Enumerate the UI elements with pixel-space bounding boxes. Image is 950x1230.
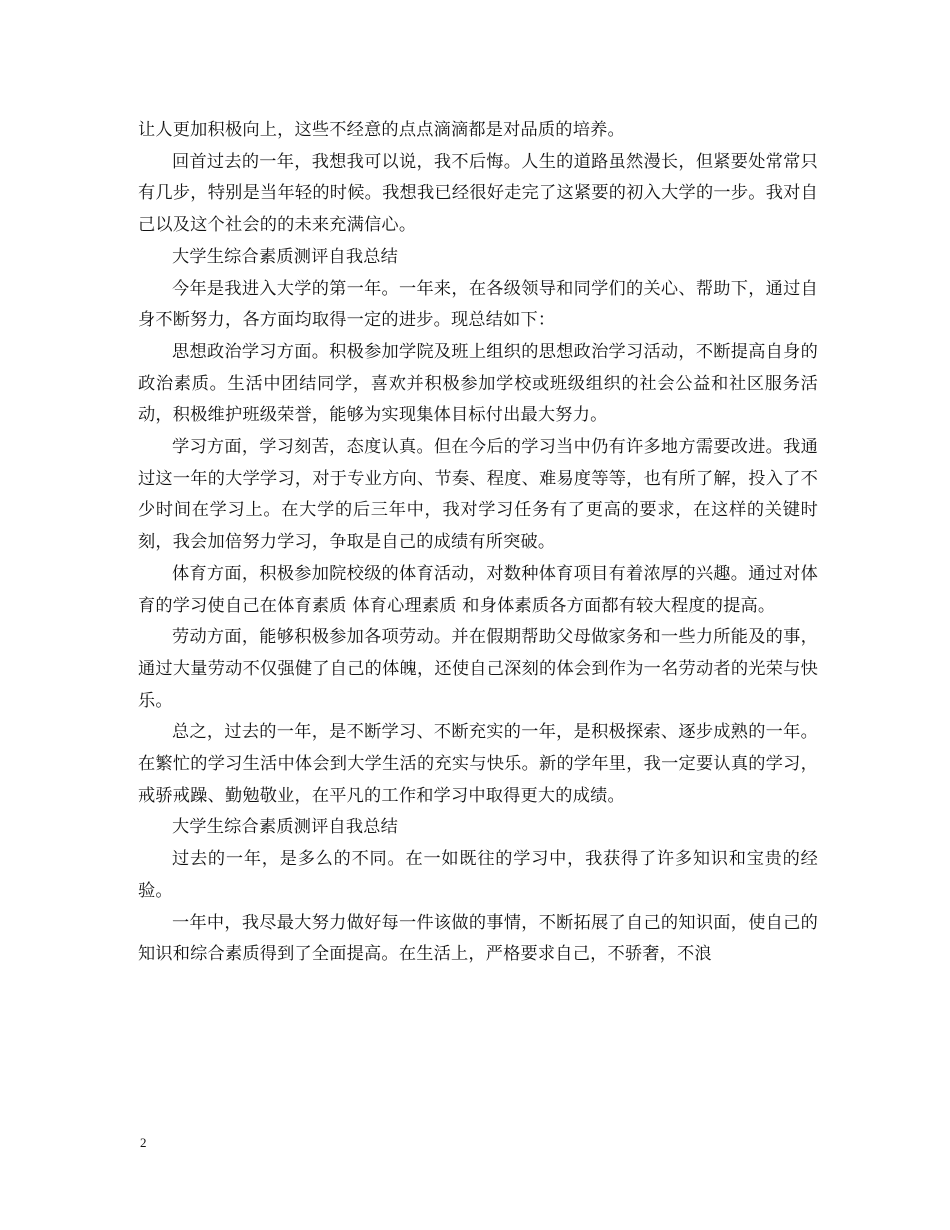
section-heading-2: 大学生综合素质测评自我总结	[172, 817, 399, 838]
paragraph-sports: 体育方面，积极参加院校级的体育活动，对数种体育项目有着浓厚的兴趣。通过对体育的学习使自己在体育素质 体育心理素质 和身体素质各方面都有较大程度的提高。	[138, 563, 818, 616]
paragraph-labor: 劳动方面，能够积极参加各项劳动。并在假期帮助父母做家务和一些力所能及的事，通过大量劳动不仅强健了自己的体魄，还使自己深刻的体会到作为一名劳动者的光荣与快乐。	[138, 627, 818, 711]
document-body	[138, 115, 818, 971]
paragraph-reflection: 回首过去的一年，我想我可以说，我不后悔。人生的道路虽然漫长，但紧要处常常只有几步，特别是当年轻的时候。我想我已经很好走完了这紧要的初入大学的一步。我对自己以及这个社会的的未来充满信心。	[138, 151, 818, 236]
paragraph-summary: 总之，过去的一年，是不断学习、不断充实的一年，是积极探索、逐步成熟的一年。在繁忙的学习生活中体会到大学生活的充实与快乐。新的学年里，我一定要认真的学习，戒骄戒躁、勤勉敬业，在平凡的工作和学习中取得更大的成绩。	[138, 722, 818, 806]
paragraph-academic-study: 学习方面，学习刻苦，态度认真。但在今后的学习当中仍有许多地方需要改进。我通过这一年的大学学习，对于专业方向、节奏、程度、难易度等等，也有所了解，投入了不少时间在学习上。在大学的后三年中，我对学习任务有了更高的要求，在这样的关键时刻，我会加倍努力学习，争取是自己的成绩有所突破。	[138, 437, 818, 553]
section-heading-1: 大学生综合素质测评自我总结	[172, 246, 399, 267]
paragraph-effort: 一年中，我尽最大努力做好每一件该做的事情，不断拓展了自己的知识面，使自己的知识和综合素质得到了全面提高。在生活上，严格要求自己，不骄奢，不浪	[138, 912, 818, 965]
paragraph-political-study: 思想政治学习方面。积极参加学院及班上组织的思想政治学习活动，不断提高自身的政治素质。生活中团结同学，喜欢并积极参加学校或班级组织的社会公益和社区服务活动，积极维护班级荣誉，能够为实现集体目标付出最大努力。	[138, 341, 818, 426]
paragraph-past-year: 过去的一年，是多么的不同。在一如既往的学习中，我获得了许多知识和宝贵的经验。	[138, 849, 818, 901]
paragraph-intro: 今年是我进入大学的第一年。一年来，在各级领导和同学们的关心、帮助下，通过自身不断努力，各方面均取得一定的进步。现总结如下：	[138, 278, 818, 331]
page-number: 2	[140, 1135, 147, 1150]
paragraph-continuation: 让人更加积极向上，这些不经意的点点滴滴都是对品质的培养。	[138, 120, 625, 140]
